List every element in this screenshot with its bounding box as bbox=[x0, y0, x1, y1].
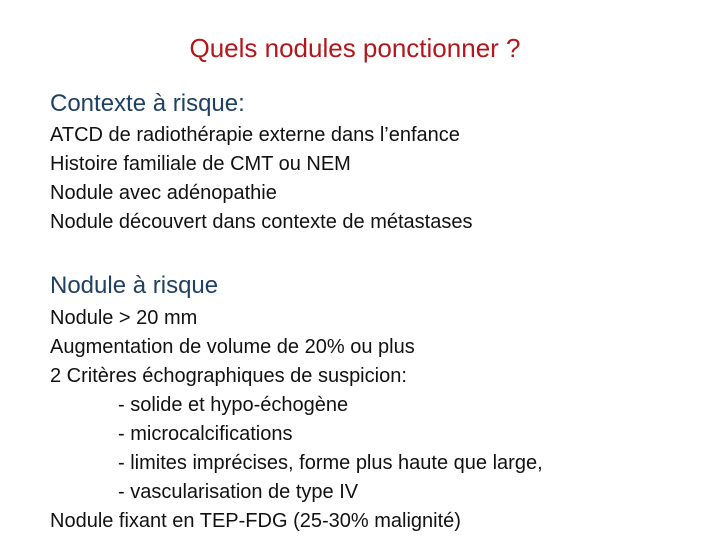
criteria-subitem: - microcalcifications bbox=[118, 423, 293, 445]
context-heading: Contexte à risque: bbox=[50, 90, 245, 117]
criteria-subitem: - vascularisation de type IV bbox=[118, 481, 359, 503]
context-item: Histoire familiale de CMT ou NEM bbox=[50, 153, 351, 175]
nodule-heading: Nodule à risque bbox=[50, 272, 219, 299]
nodule-item: Nodule fixant en TEP-FDG (25-30% malignité) bbox=[50, 510, 461, 532]
slide-title: Quels nodules ponctionner ? bbox=[189, 33, 521, 63]
nodule-item: Augmentation de volume de 20% ou plus bbox=[50, 336, 415, 358]
context-item: Nodule découvert dans contexte de métastases bbox=[50, 211, 473, 233]
nodule-item: 2 Critères échographiques de suspicion: bbox=[50, 365, 407, 387]
criteria-subitem: - solide et hypo-échogène bbox=[118, 394, 349, 416]
criteria-subitem: - limites imprécises, forme plus haute que large, bbox=[118, 452, 543, 474]
nodule-item: Nodule > 20 mm bbox=[50, 307, 198, 329]
context-item: ATCD de radiothérapie externe dans l’enfance bbox=[50, 124, 460, 146]
context-item: Nodule avec adénopathie bbox=[50, 182, 277, 204]
